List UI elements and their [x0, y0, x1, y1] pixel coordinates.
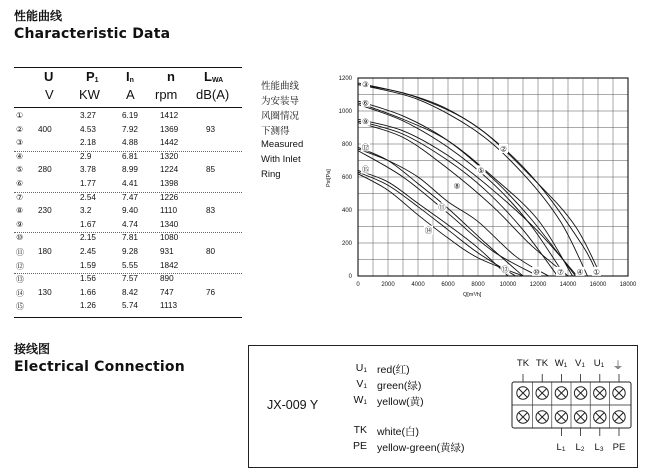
row-number: ⑪ — [16, 248, 24, 257]
legend-cn-line-1: 性能曲线 — [261, 81, 300, 92]
row-number: ⑬ — [16, 275, 24, 285]
table-cell-n: 1842 — [160, 260, 179, 270]
table-cell-i: 4.88 — [122, 138, 138, 148]
x-tick-label: 6000 — [441, 282, 455, 288]
curve-label: ⑭ — [424, 226, 433, 236]
row-number: ⑩ — [16, 233, 24, 243]
y-tick-label: 1200 — [338, 76, 352, 82]
row-number: ① — [16, 111, 24, 120]
table-cell-n: 890 — [160, 274, 174, 284]
terminal-label-pe: PE — [612, 442, 626, 453]
terminal-label-l2: $L_2$ — [575, 442, 585, 453]
legend-cn-line-3: 风圈情况 — [261, 111, 300, 122]
table-cell-i: 7.47 — [122, 192, 138, 202]
unit-dba: dB(A) — [196, 87, 230, 102]
table-header-rule — [14, 107, 242, 108]
x-tick-label: 4000 — [411, 282, 425, 288]
y-tick-label: 800 — [341, 142, 352, 148]
curve-label: ⑬ — [501, 265, 509, 275]
curve-7 — [358, 119, 577, 276]
wire-key-v1: $V_1$ — [356, 378, 367, 390]
terminal-label-u1: $U_1$ — [593, 358, 605, 369]
curve-label: ① — [593, 267, 600, 277]
legend-en-line-3: Ring — [261, 169, 281, 180]
performance-chart — [320, 68, 638, 308]
table-cell-i: 4.74 — [122, 219, 138, 229]
characteristic-title-cn: 性能曲线 — [14, 9, 63, 23]
x-tick-label: 2000 — [381, 282, 395, 288]
y-tick-label: 0 — [348, 274, 352, 280]
unit-a: A — [126, 87, 135, 102]
table-cell-n: 1412 — [160, 111, 179, 120]
table-cell-i: 8.42 — [122, 287, 138, 297]
curve-label: ⑫ — [361, 142, 370, 152]
wire-color-w1: yellow(黄) — [377, 396, 424, 408]
table-cell-n: 1080 — [160, 233, 179, 243]
terminal-label-l3: $L_3$ — [594, 442, 604, 453]
legend-cn-line-2: 为安装导 — [261, 96, 300, 107]
row-number: ⑫ — [16, 261, 24, 271]
unit-kw: KW — [79, 87, 100, 102]
curve-label: ⑥ — [362, 98, 369, 108]
table-cell-l: 93 — [206, 124, 216, 134]
connection-title-en: Electrical Connection — [14, 359, 185, 375]
table-cell-p: 3.27 — [80, 111, 96, 120]
curve-label: ④ — [576, 267, 584, 277]
header-p1: $P_1$ — [86, 69, 99, 84]
table-cell-u: 280 — [38, 165, 52, 175]
row-number: ③ — [16, 138, 24, 148]
table-cell-p: 2.18 — [80, 138, 96, 148]
legend-en-line-2: With Inlet — [261, 154, 301, 165]
wire-color-v1: green(绿) — [377, 380, 422, 392]
header-lwa: $L_{WA}$ — [204, 69, 224, 84]
header-in: $I_n$ — [126, 69, 134, 84]
curve-label: ⑦ — [557, 267, 564, 277]
table-cell-i: 6.81 — [122, 151, 138, 161]
y-tick-label: 600 — [341, 175, 352, 181]
table-cell-p: 1.26 — [80, 301, 96, 311]
table-cell-p: 1.59 — [80, 260, 96, 270]
wire-color-pe: yellow-green(黄绿) — [377, 442, 465, 454]
x-tick-label: 14000 — [559, 282, 577, 288]
table-cell-i: 4.41 — [122, 179, 138, 188]
table-cell-n: 1110 — [160, 206, 177, 216]
curve-6 — [358, 104, 565, 276]
unit-rpm: rpm — [155, 87, 178, 102]
legend-en-line-1: Measured — [261, 139, 304, 150]
table-cell-n: 747 — [160, 287, 174, 297]
terminal-block-diagram — [511, 374, 633, 436]
wire-key-w1: $W_1$ — [353, 394, 367, 406]
row-number: ⑭ — [16, 288, 24, 298]
table-cell-i: 7.92 — [122, 124, 138, 134]
curve-label: ③ — [362, 80, 369, 90]
wire-key-u1: $U_1$ — [355, 362, 367, 374]
terminal-label-l1: $L_1$ — [556, 442, 566, 453]
x-tick-label: 8000 — [471, 282, 485, 288]
table-cell-n: 1226 — [160, 192, 179, 202]
x-tick-label: 16000 — [589, 282, 607, 288]
x-tick-label: 10000 — [499, 282, 517, 288]
model-number: JX-009 Y — [267, 398, 319, 412]
table-cell-l: 76 — [206, 287, 216, 297]
connection-panel — [248, 345, 638, 468]
table-cell-i: 9.28 — [122, 247, 138, 256]
table-cell-i: 7.81 — [122, 233, 138, 243]
table-cell-l: 80 — [206, 247, 216, 256]
x-tick-label: 18000 — [619, 282, 637, 288]
table-cell-n: 1224 — [160, 165, 179, 175]
table-cell-p: 1.66 — [80, 287, 96, 297]
curve-label: ⑪ — [438, 203, 446, 213]
terminal-label-tk-2: TK — [535, 358, 549, 369]
row-number: ⑦ — [16, 192, 24, 202]
curve-label: ⑮ — [361, 165, 370, 175]
table-cell-n: 1442 — [160, 138, 179, 148]
table-cell-p: 1.77 — [80, 179, 96, 188]
table-cell-p: 4.53 — [80, 124, 96, 134]
table-bottom-rule — [14, 317, 242, 318]
y-tick-label: 200 — [341, 241, 352, 247]
table-cell-i: 6.19 — [122, 111, 138, 120]
x-axis-label: Q[m³/h] — [463, 292, 482, 298]
wire-key-tk: TK — [353, 424, 367, 436]
curve-label: ⑧ — [453, 181, 461, 191]
table-cell-u: 230 — [38, 206, 52, 216]
table-cell-p: 3.2 — [80, 206, 92, 216]
header-u: U — [44, 69, 54, 84]
terminal-label-v1: $V_1$ — [575, 358, 585, 369]
unit-v: V — [45, 87, 54, 102]
table-cell-p: 1.67 — [80, 219, 96, 229]
table-cell-i: 9.40 — [122, 206, 138, 216]
row-number: ⑨ — [16, 219, 24, 229]
terminal-label-w1: $W_1$ — [554, 358, 568, 369]
table-cell-i: 5.55 — [122, 260, 138, 270]
table-cell-n: 1398 — [160, 179, 179, 188]
table-cell-n: 931 — [160, 247, 174, 256]
table-cell-n: 1113 — [160, 301, 177, 311]
wire-key-pe: PE — [352, 440, 367, 452]
y-axis-label: Pst[Pa] — [326, 169, 332, 187]
x-tick-label: 0 — [356, 282, 360, 288]
header-n: n — [167, 69, 175, 84]
row-number: ⑧ — [16, 206, 24, 216]
table-cell-p: 3.78 — [80, 165, 96, 175]
row-number: ② — [16, 124, 24, 134]
table-cell-p: 1.56 — [80, 274, 96, 284]
row-number: ④ — [16, 151, 24, 161]
table-cell-n: 1369 — [160, 124, 179, 134]
table-cell-u: 130 — [38, 287, 52, 297]
curve-label: ⑩ — [533, 267, 540, 277]
terminal-label-tk-1: TK — [516, 358, 530, 369]
table-cell-p: 2.45 — [80, 247, 96, 256]
table-cell-l: 83 — [206, 206, 216, 216]
characteristic-title-en: Characteristic Data — [14, 26, 171, 42]
table-cell-i: 5.74 — [122, 301, 138, 311]
row-number: ⑤ — [16, 165, 24, 175]
y-tick-label: 400 — [341, 208, 352, 214]
connection-title-cn: 接线图 — [14, 342, 51, 356]
row-number: ⑮ — [16, 302, 24, 312]
table-cell-i: 8.99 — [122, 165, 138, 175]
table-cell-i: 7.57 — [122, 274, 138, 284]
row-number: ⑥ — [16, 179, 24, 188]
table-cell-u: 400 — [38, 124, 52, 134]
wire-color-u1: red(红) — [377, 364, 410, 376]
earth-icon: ⏚ — [612, 360, 624, 372]
curve-label: ⑤ — [477, 165, 485, 175]
wire-color-tk: white(白) — [377, 426, 420, 438]
curve-label: ② — [500, 144, 507, 154]
legend-cn-line-4: 下测得 — [261, 126, 290, 137]
table-cell-l: 85 — [206, 165, 216, 175]
table-cell-u: 180 — [38, 247, 52, 256]
table-cell-n: 1340 — [160, 219, 179, 229]
table-cell-p: 2.54 — [80, 192, 96, 202]
table-cell-p: 2.9 — [80, 151, 92, 161]
table-cell-p: 2.15 — [80, 233, 96, 243]
curve-label: ⑨ — [362, 117, 369, 127]
table-cell-n: 1320 — [160, 151, 179, 161]
x-tick-label: 12000 — [529, 282, 547, 288]
y-tick-label: 1000 — [338, 109, 352, 115]
